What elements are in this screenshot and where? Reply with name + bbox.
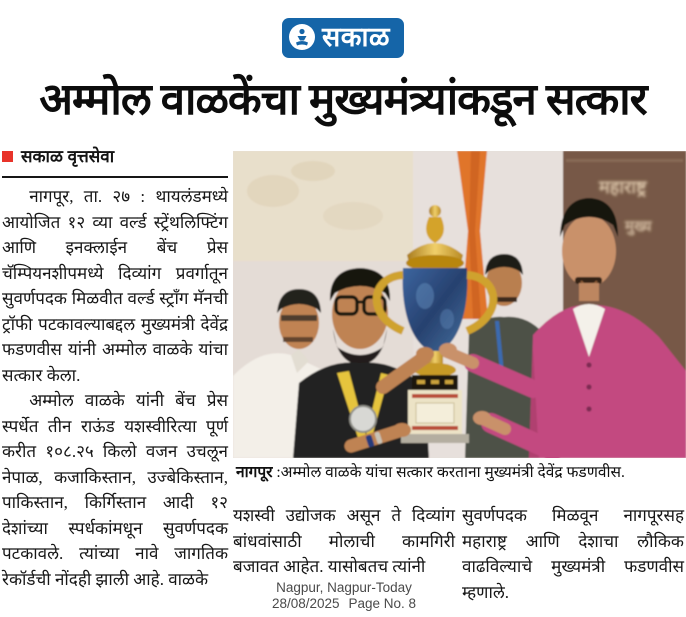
article-headline: अम्मोल वाळकेंचा मुख्यमंत्र्यांकडून सत्कार (39, 75, 647, 124)
footer-source: Nagpur, Nagpur-Today (276, 580, 412, 595)
sakal-lamp-icon (288, 23, 316, 51)
news-photo-illustration (233, 151, 686, 458)
panel-text-line2: मुख्य (625, 219, 652, 235)
byline (2, 144, 228, 178)
panel-text-line1: महाराष्ट्र (599, 177, 647, 197)
photo-caption (236, 462, 684, 484)
caption-location: नागपूर (236, 464, 273, 481)
caption-text: :अम्मोल वाळके यांचा सत्कार करताना मुख्यमंत्री देवेंद्र फडणवीस. (272, 464, 625, 481)
news-photo (233, 151, 686, 458)
article-paragraph: अम्मोल वाळके यांनी बेंच प्रेस स्पर्धेत तीन राऊंड यशस्वीरित्या पूर्ण करीत १०८.२५ किलो वजन उचलून नेपाळ, कजाकिस्तान, उज्बेकिस्तान, पाकिस्तान, किर्गिस्तान आदी १२ देशांच्या स्पर्धकांमधून सुवर्णपदक पटकावले. त्यांच्या नावे जागतिक रेकॉर्डची नोंदही झाली आहे. वाळके (2, 391, 228, 589)
article-middle-column (233, 503, 455, 580)
byline-bullet-icon (2, 151, 13, 162)
article-paragraph: सुवर्णपदक मिळवून नागपूरसह महाराष्ट्र आणि देशाचा लौकिक वाढविल्याचे मुख्यमंत्री फडणवीस म्हणाले. (462, 506, 684, 602)
article-paragraph: नागपूर, ता. २७ : थायलंडमध्ये आयोजित १२ व्या वर्ल्ड स्ट्रेंथलिफ्टिंग आणि इनक्लाईन बेंच प्रेस चॅम्पियनशीपमध्ये दिव्यांग प्रवर्गातून सुवर्णपदक मिळवीत वर्ल्ड स्ट्राँग मॅनची ट्रॉफी पटकावल्याबद्दल मुख्यमंत्री देवेंद्र फडणवीस यांनी अम्मोल वाळके यांचा सत्कार केला. (2, 187, 228, 385)
footer-page-number: Page No. 8 (348, 596, 417, 611)
article-left-column (2, 184, 228, 592)
masthead (0, 18, 686, 58)
article-right-column (462, 503, 684, 605)
article-paragraph: यशस्वी उद्योजक असून ते दिव्यांग बांधवांसाठी मोलाची कामगिरी बजावत आहेत. यासोबतच त्यांनी (233, 506, 455, 576)
sakal-logo (282, 18, 404, 58)
source-footer (233, 580, 455, 612)
byline-label: सकाळ वृत्तसेवा (21, 147, 115, 166)
logo-wordmark: सकाळ (321, 21, 390, 52)
footer-date: 28/08/2025 (271, 596, 340, 611)
